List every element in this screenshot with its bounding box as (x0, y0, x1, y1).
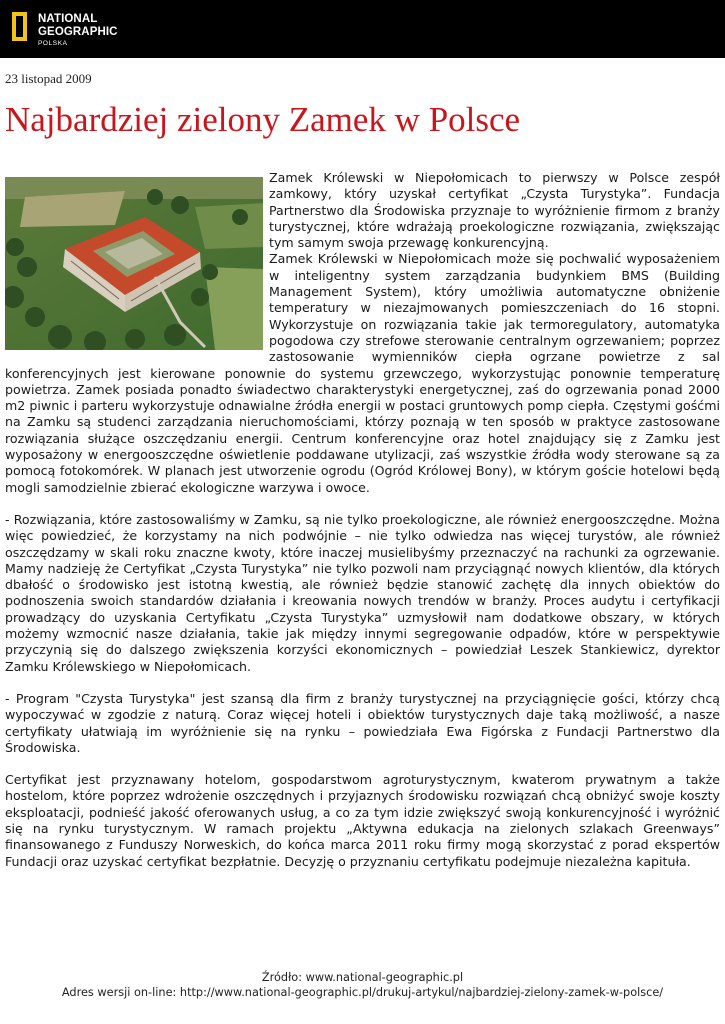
paragraph-2: Zamek Królewski w Niepołomicach może się pochwalić wyposażeniem w inteligentny system zarządzania budynkiem BMS (Building Management System), który umożliwia automatyczne obniżenie temperatury w niezajmowanych pomieszczeniach do 16 stopni. Wykorzystuje on rozwiązania takie jak termoregulatory, automatyka pogodowa czy strefowe sterowanie centralnym ogrzewaniem; poprzez zastosowanie wymienników ciepła ogrzane powietrze z sal konferencyjnych jest kierowane ponownie do systemu grzewczego, wykorzystując ponownie temperaturę powietrza. Zamek posiada ponadto świadectwo charakterystyki energetycznej, zaś do ogrzewania ponad 2000 m2 piwnic i parteru wykorzystuje odnawialne źródła energii w postaci gruntowych pomp ciepła. Częstymi gośćmi na Zamku są studenci zarządzania nieruchomościami, którzy poznają w ten sposób w praktyce zastosowane rozwiązania służące oszczędzaniu energii. Centrum konferencyjne oraz hotel znajdujący się z Zamku jest wyposażony w energooszczędne oświetlenie poddawane utylizacji, zaś wszystkie źródła wody sterowane są za pomocą fotokomórek. W planach jest utworzenie ogrodu (Ogród Królowej Bony), w którym goście hotelowi będą mogli samodzielnie zbierać ekologiczne warzywa i owoce. (5, 251, 720, 495)
paragraph-5: Certyfikat jest przyznawany hotelom, gospodarstwom agroturystycznym, kwaterom prywatnym a także hostelom, które poprzez wdrożenie oszczędnych i przyjaznych środowisku rozwiązań chcą obniżyć swoje koszty eksploatacji, podnieść jakość oferowanych usług, a co za tym idzie zwiększyć swoją konkurencyjność i wyróżnić się na rynku turystycznym. W ramach projektu „Aktywna edukacja na zielonych szlakach Greenways” finansowanego z Funduszy Norweskich, do końca marca 2011 roku firmy mogą skorzystać z porad ekspertów Fundacji oraz uzyskać certyfikat bezpłatnie. Decyzję o przyznaniu certyfikatu podejmuje niezależna kapituła. (5, 772, 720, 869)
brand-name-line2: GEOGRAPHIC (38, 26, 118, 38)
brand-name-line3: POLSKA (38, 40, 68, 47)
online-version-link[interactable]: Adres wersji on-line: http://www.national-geographic.pl/drukuj-artykul/najbardziej-zielony-zamek-w-polsce/ (61, 986, 664, 999)
article-body (5, 170, 720, 870)
source-line: Źródło: www.national-geographic.pl (261, 971, 464, 984)
yellow-border-logo-icon (12, 12, 27, 41)
paragraph-4: - Program "Czysta Turystyka" jest szansą dla firm z branży turystycznej na przyciągnięcie gości, którzy chcą wypoczywać w zgodzie z naturą. Coraz więcej hoteli i obiektów turystycznych daje taką możliwość, a nasze certyfikaty ułatwiają im wyróżnienie się na rynku – powiedziała Ewa Figórska z Fundacji Partnerstwo dla Środowiska. (5, 690, 720, 755)
castle-aerial-photo (5, 177, 263, 350)
brand-name-line1: NATIONAL (38, 13, 98, 25)
paragraph-1: Zamek Królewski w Niepołomicach to pierwszy w Polsce zespół zamkowy, który uzyskał certyfikat „Czysta Turystyka”. Fundacja Partnerstwo dla Środowiska przyznaje to wyróżnienie firmom z branży turystycznej, które wdrażają proekologiczne rozwiązania, zwiększając tym samym swoja przewagę konkurencyjną. (269, 170, 720, 251)
paragraph-3: - Rozwiązania, które zastosowaliśmy w Zamku, są nie tylko proekologiczne, ale również energooszczędne. Można więc powiedzieć, że korzystamy na nich podwójnie – nie tylko odwiedza nas więcej turystów, ale również oszczędzamy w skali roku znaczne kwoty, które inaczej musielibyśmy przeznaczyć na rachunki za ogrzewanie. Mamy nadzieję że Certyfikat „Czysta Turystyka” nie tylko pozwoli nam przyciągnąć nowych klientów, dla których dbałość o środowisko jest istotną kwestią, ale również będzie stanowić zachętę dla innych obiektów do podnoszenia swoich standardów działania i kreowania nowych trendów w branży. Proces audytu i certyfikacji prowadzący do uzyskania Certyfikatu „Czysta Turystyka” uzmysłowił nam dodatkowe obszary, w których możemy wzmocnić nasze działania, takie jak między innymi segregowanie odpadów, które w perspektywie przyczynią się do dalszego zwiększenia korzyści ekonomicznych – powiedział Leszek Stankiewicz, dyrektor Zamku Królewskiego w Niepołomicach. (5, 511, 720, 674)
header-bar (0, 0, 725, 58)
article-date: 23 listopad 2009 (5, 71, 92, 86)
article-title: Najbardziej zielony Zamek w Polsce (5, 100, 521, 139)
footer (0, 970, 725, 1000)
